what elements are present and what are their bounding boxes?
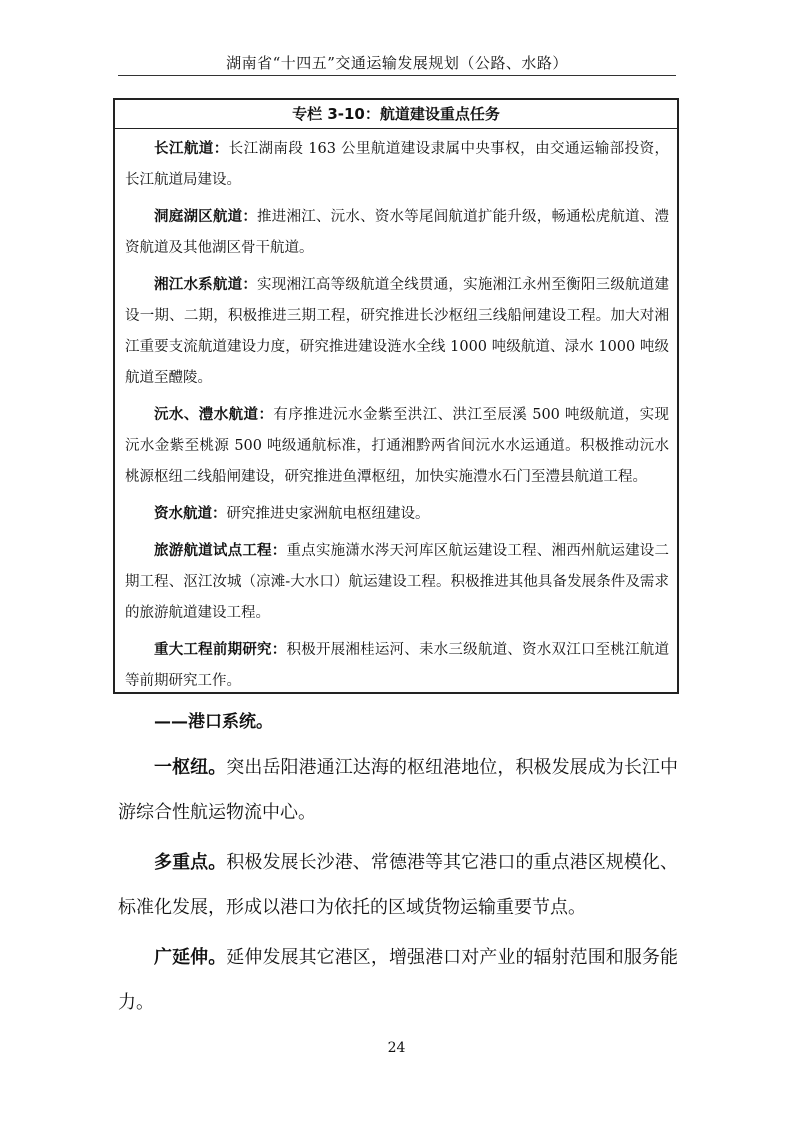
box-entry bbox=[125, 202, 669, 264]
paragraph-text: 积极发展长沙港、常德港等其它港口的重点港区规模化、标准化发展，形成以港口为依托的区域货物运输重要节点。 bbox=[118, 852, 679, 918]
paragraph-text: 延伸发展其它港区，增强港口对产业的辐射范围和服务能力。 bbox=[118, 947, 679, 1013]
page-header-title: 湖南省“十四五”交通运输发展规划（公路、水路） bbox=[226, 54, 568, 72]
box-entry bbox=[125, 270, 669, 394]
entry-lead: 长江航道： bbox=[154, 141, 229, 157]
entry-lead: 沅水、澧水航道： bbox=[154, 407, 274, 423]
body-paragraph bbox=[118, 840, 678, 930]
entry-lead: 重大工程前期研究： bbox=[154, 642, 287, 658]
box-entry bbox=[125, 499, 669, 530]
feature-box-title: 专栏 3-10：航道建设重点任务 bbox=[115, 100, 677, 129]
paragraph-lead: 一枢纽。 bbox=[154, 757, 227, 778]
entry-lead: 资水航道： bbox=[154, 506, 227, 522]
box-entry bbox=[125, 536, 669, 629]
entry-text: 重点实施潇水涔天河库区航运建设工程、湘西州航运建设二期工程、沤江汝城（凉滩-大水口）航运建设工程。积极推进其他具备发展条件及需求的旅游航道建设工程。 bbox=[125, 543, 670, 621]
entry-text: 实现湘江高等级航道全线贯通，实施湘江永州至衡阳三级航道建设一期、二期，积极推进三期工程，研究推进长沙枢纽三线船闸建设工程。加大对湘江重要支流航道建设力度，研究推进建设涟水全线 1000 吨级航道、渌水 1000 吨级航道至醴陵。 bbox=[125, 277, 670, 386]
paragraph-text: 突出岳阳港通江达海的枢纽港地位，积极发展成为长江中游综合性航运物流中心。 bbox=[118, 757, 679, 823]
box-entry bbox=[125, 400, 669, 493]
entry-lead: 旅游航道试点工程： bbox=[154, 543, 287, 559]
entry-text: 推进湘江、沅水、资水等尾闾航道扩能升级，畅通松虎航道、澧资航道及其他湖区骨干航道。 bbox=[125, 209, 670, 256]
feature-box-body bbox=[115, 129, 677, 697]
body-paragraph bbox=[118, 745, 678, 835]
section-heading: ——港口系统。 bbox=[154, 712, 273, 732]
paragraph-lead: 广延伸。 bbox=[154, 947, 227, 968]
entry-text: 有序推进沅水金紫至洪江、洪江至辰溪 500 吨级航道，实现沅水金紫至桃源 500 吨级通航标准，打通湘黔两省间沅水水运通道。积极推动沅水桃源枢纽二线船闸建设，研究推进鱼潭枢纽，加快实施澧水石门至澧县航道工程。 bbox=[125, 407, 669, 485]
header-divider bbox=[118, 75, 676, 76]
entry-text: 研究推进史家洲航电枢纽建设。 bbox=[226, 506, 430, 522]
entry-text: 长江湖南段 163 公里航道建设隶属中央事权，由交通运输部投资，长江航道局建设。 bbox=[125, 141, 669, 188]
feature-box bbox=[113, 98, 679, 694]
entry-lead: 湘江水系航道： bbox=[154, 277, 258, 293]
entry-text: 积极开展湘桂运河、耒水三级航道、资水双江口至桃江航道等前期研究工作。 bbox=[125, 642, 670, 689]
main-content bbox=[118, 704, 678, 1025]
paragraph-lead: 多重点。 bbox=[154, 852, 227, 873]
page-number: 24 bbox=[387, 1040, 406, 1056]
box-entry bbox=[125, 635, 669, 697]
entry-lead: 洞庭湖区航道： bbox=[154, 209, 258, 225]
box-entry bbox=[125, 134, 669, 196]
body-paragraph bbox=[118, 935, 678, 1025]
